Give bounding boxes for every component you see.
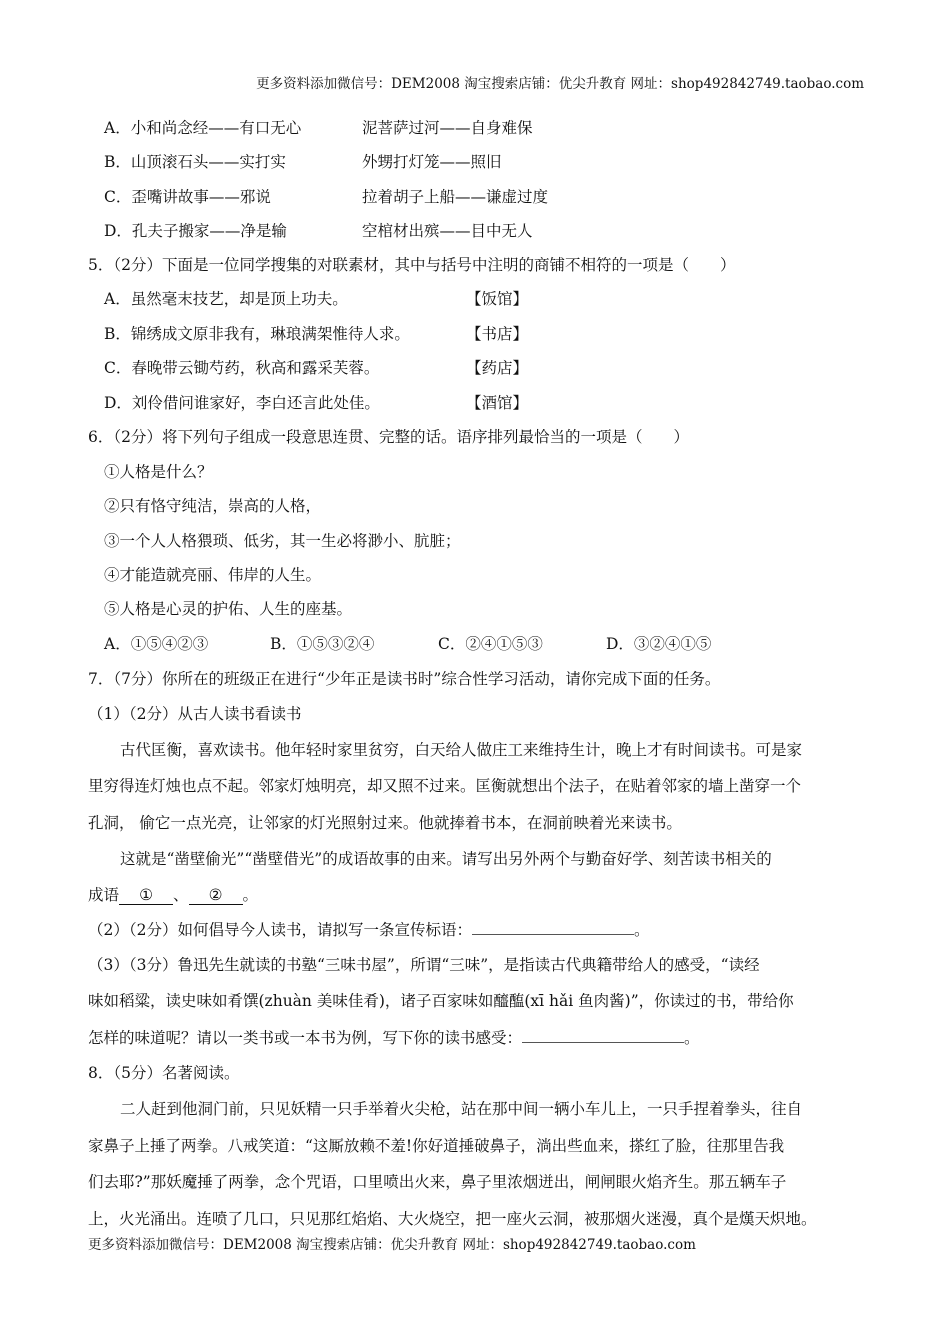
q7-sub3-line-3 xyxy=(88,1028,700,1048)
q8-stem: 8．（5分）名著阅读。 xyxy=(88,1064,240,1082)
q5-option-a-shop: 【饭馆】 xyxy=(466,290,529,308)
q7-sub2-end: 。 xyxy=(633,921,650,939)
q7-sub3-line-1: （3）（3分）鲁迅先生就读的书塾“三味书屋”，所谓“三味”，是指读古代典籍带给人的感受，“读经 xyxy=(88,956,760,974)
q4-option-b-right: 外甥打灯笼——照旧 xyxy=(362,153,502,171)
q7-sub3-text: 怎样的味道呢？请以一类书或一本书为例，写下你的读书感受： xyxy=(88,1029,523,1047)
q7-idiom-prefix: 成语 xyxy=(88,886,120,904)
q4-option-d-left: D．孔夫子搬家——净是输 xyxy=(104,222,287,240)
q5-option-b: B．锦绣成文原非我有，琳琅满架惟待人求。 xyxy=(104,325,410,343)
q4-option-d-right: 空棺材出殡——目中无人 xyxy=(362,222,533,240)
q5-option-c-shop: 【药店】 xyxy=(466,359,529,377)
q7-slogan-blank[interactable] xyxy=(472,920,634,935)
q4-option-b-left: B．山顶滚石头——实打实 xyxy=(104,153,286,171)
q6-option-c: C．②④①⑤③ xyxy=(438,635,543,653)
page-header: 更多资料添加微信号：DEM2008 淘宝搜索店铺：优尖升教育 网址：shop492842749.taobao.com xyxy=(256,76,864,92)
q7-idiom-blank-2[interactable]: ② xyxy=(189,886,243,905)
q7-sub2-text: （2）（2分）如何倡导今人读书，请拟写一条宣传标语： xyxy=(88,921,472,939)
q6-option-b: B．①⑤③②④ xyxy=(270,635,375,653)
q5-option-c: C．春晚带云锄芍药，秋高和露采芙蓉。 xyxy=(104,359,380,377)
q8-passage-line-2: 家鼻子上捶了两拳。八戒笑道：“这厮放赖不羞!你好道捶破鼻子，淌出些血来，搽红了脸，往那里告我 xyxy=(88,1137,785,1155)
q5-option-a: A．虽然毫末技艺，却是顶上功夫。 xyxy=(104,290,348,308)
page-footer: 更多资料添加微信号：DEM2008 淘宝搜索店铺：优尖升教育 网址：shop492842749.taobao.com xyxy=(88,1237,696,1253)
q4-option-a-left: A．小和尚念经——有口无心 xyxy=(104,119,302,137)
q6-sentence-5: ⑤人格是心灵的护佑、人生的座基。 xyxy=(104,600,353,618)
q5-option-d: D．刘伶借问谁家好，李白还言此处佳。 xyxy=(104,394,380,412)
q6-sentence-3: ③一个人人格猥琐、低劣，其一生必将渺小、肮脏； xyxy=(104,532,461,550)
q7-sub2-line xyxy=(88,920,650,940)
q5-option-d-shop: 【酒馆】 xyxy=(466,394,529,412)
q6-stem: 6．（2分）将下列句子组成一段意思连贯、完整的话。语序排列最恰当的一项是（ ） xyxy=(88,428,689,446)
q7-idiom-end: 。 xyxy=(242,886,259,904)
q7-sub3-line-2: 味如稻粱，读史味如肴馔(zhuàn 美味佳肴)，诸子百家味如醯醢(xī hǎi 鱼肉酱)”，你读过的书，带给你 xyxy=(88,992,794,1010)
q7-idiom-blank-1[interactable]: ① xyxy=(119,886,173,905)
q4-option-c-right: 拉着胡子上船——谦虚过度 xyxy=(362,188,549,206)
q6-option-d: D．③②④①⑤ xyxy=(606,635,712,653)
q7-feeling-blank[interactable] xyxy=(522,1028,684,1043)
q7-idiom-separator: 、 xyxy=(173,886,189,904)
q6-sentence-4: ④才能造就亮丽、伟岸的人生。 xyxy=(104,566,322,584)
q4-option-a-right: 泥菩萨过河——自身难保 xyxy=(362,119,533,137)
q7-passage-line-3: 孔洞， 偷它一点光亮，让邻家的灯光照射过来。他就捧着书本，在洞前映着光来读书。 xyxy=(88,814,682,832)
q6-sentence-2: ②只有恪守纯洁，崇高的人格， xyxy=(104,497,322,515)
q8-passage-line-3: 们去耶?”那妖魔捶了两拳，念个咒语，口里喷出火来，鼻子里浓烟迸出，闸闸眼火焰齐生。那五辆车子 xyxy=(88,1173,787,1191)
q7-stem: 7．（7分）你所在的班级正在进行“少年正是读书时”综合性学习活动，请你完成下面的任务。 xyxy=(88,670,721,688)
q7-task-line: 这就是“凿壁偷光”“凿壁借光”的成语故事的由来。请写出另外两个与勤奋好学、刻苦读书相关的 xyxy=(120,850,772,868)
q7-sub1-title: （1）（2分）从古人读书看读书 xyxy=(88,705,302,723)
q6-sentence-1: ①人格是什么？ xyxy=(104,463,213,481)
q5-option-b-shop: 【书店】 xyxy=(466,325,529,343)
q7-passage-line-1: 古代匡衡，喜欢读书。他年轻时家里贫穷，白天给人做庄工来维持生计，晚上才有时间读书。可是家 xyxy=(120,741,803,759)
q7-passage-line-2: 里穷得连灯烛也点不起。邻家灯烛明亮，却又照不过来。匡衡就想出个法子，在贴着邻家的墙上凿穿一个 xyxy=(88,777,802,795)
q4-option-c-left: C．歪嘴讲故事——邪说 xyxy=(104,188,271,206)
q6-option-a: A．①⑤④②③ xyxy=(104,635,209,653)
q7-sub3-end: 。 xyxy=(684,1029,700,1047)
q8-passage-line-4: 上，火光涌出。连喷了几口，只见那红焰焰、大火烧空，把一座火云洞，被那烟火迷漫，真个是熯天炽地。 xyxy=(88,1210,817,1228)
q7-idiom-answer-line xyxy=(88,885,258,905)
q5-stem: 5．（2分）下面是一位同学搜集的对联素材，其中与括号中注明的商铺不相符的一项是（ ） xyxy=(88,256,736,274)
q8-passage-line-1: 二人赶到他洞门前，只见妖精一只手举着火尖枪，站在那中间一辆小车儿上，一只手捏着拳头，往自 xyxy=(120,1100,803,1118)
